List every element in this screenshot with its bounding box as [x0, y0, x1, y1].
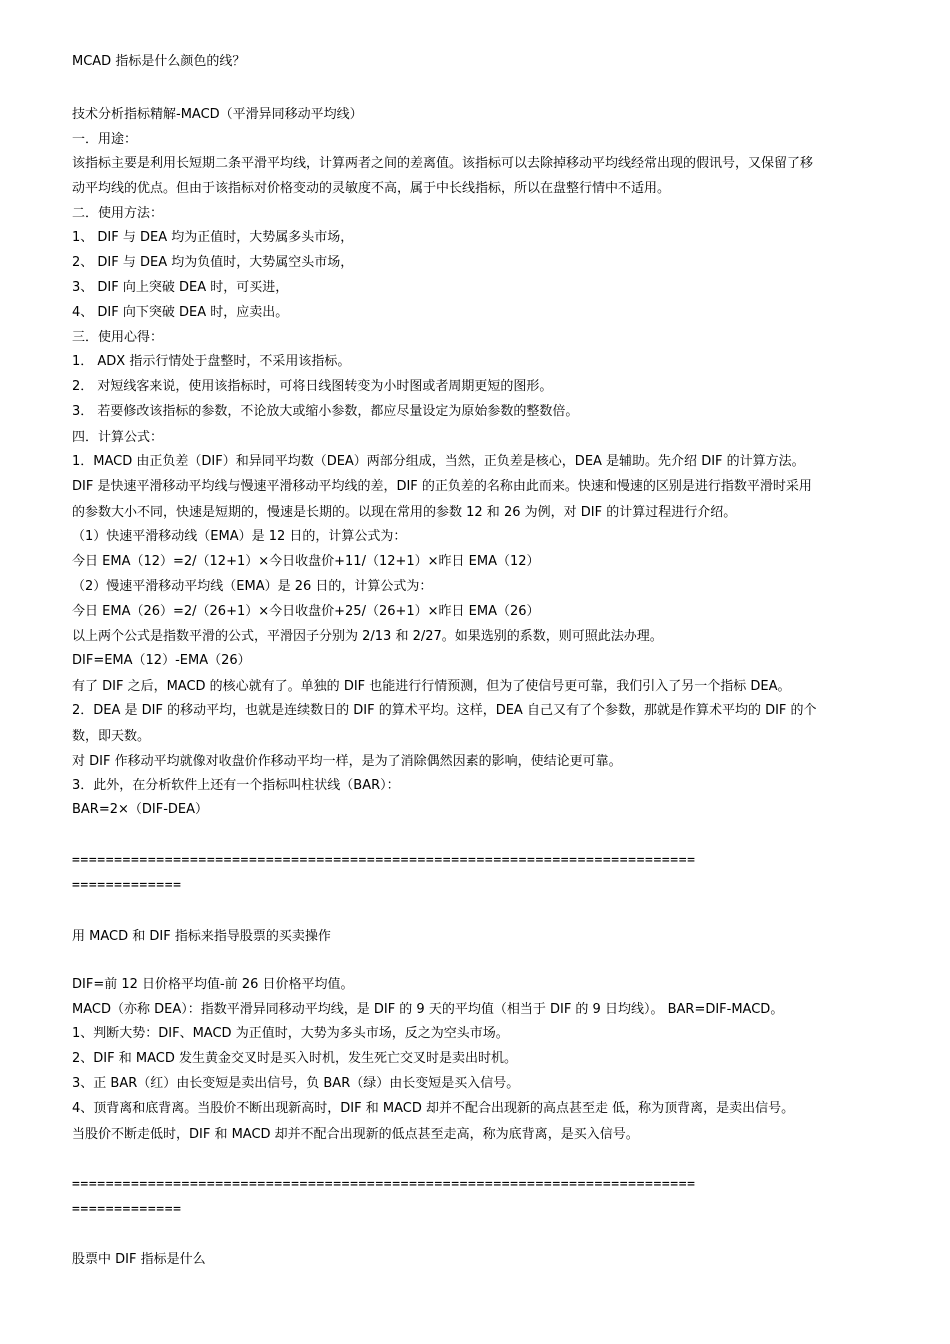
section2-item: 3、 DIF 向上突破 DEA 时，可买进， — [72, 280, 289, 295]
separator-line: ========================================================================== — [72, 853, 696, 868]
article2-title: 用 MACD 和 DIF 指标来指导股票的买卖操作 — [72, 929, 331, 944]
section4-line: （2）慢速平滑移动平均线（EMA）是 26 日的，计算公式为： — [72, 579, 433, 594]
article2-line: 1、判断大势：DIF、MACD 为正值时，大势为多头市场，反之为空头市场。 — [72, 1026, 509, 1041]
section1-title: 一．用途： — [72, 132, 138, 147]
section3-item: 3． 若要修改该指标的参数，不论放大或缩小参数，都应尽量设定为原始参数的整数倍。 — [72, 404, 579, 419]
section4-line: 的参数大小不同，快速是短期的，慢速是长期的。以现在常用的参数 12 和 26 为例，对 DIF 的计算过程进行介绍。 — [72, 505, 737, 520]
article2-line: 4、顶背离和底背离。当股价不断出现新高时，DIF 和 MACD 却并不配合出现新的高点甚至走 低，称为顶背离，是卖出信号。 — [72, 1101, 795, 1116]
section3-item: 1． ADX 指示行情处于盘整时，不采用该指标。 — [72, 354, 351, 369]
heading-question: MCAD 指标是什么颜色的线？ — [72, 54, 246, 69]
separator-line: ============= — [72, 1202, 182, 1217]
section4-line: 3．此外，在分析软件上还有一个指标叫柱状线（BAR）： — [72, 778, 400, 793]
article2-line: DIF=前 12 日价格平均值-前 26 日价格平均值。 — [72, 977, 354, 992]
section4-line: 数，即天数。 — [72, 729, 151, 744]
section3-title: 三．使用心得： — [72, 330, 164, 345]
section2-title: 二．使用方法： — [72, 206, 164, 221]
section1-paragraph-line1: 该指标主要是利用长短期二条平滑平均线，计算两者之间的差离值。该指标可以去除掉移动平均线经常出现的假讯号，又保留了移 — [72, 156, 814, 171]
section1-paragraph-line2: 动平均线的优点。但由于该指标对价格变动的灵敏度不高，属于中长线指标，所以在盘整行情中不适用。 — [72, 181, 671, 196]
article1-title: 技术分析指标精解-MACD（平滑异同移动平均线） — [72, 107, 363, 122]
section2-item: 4、 DIF 向下突破 DEA 时，应卖出。 — [72, 305, 289, 320]
section4-title: 四．计算公式： — [72, 430, 164, 445]
section4-line: 1．MACD 由正负差（DIF）和异同平均数（DEA）两部分组成，当然，正负差是核心，DEA 是辅助。先介绍 DIF 的计算方法。 — [72, 454, 805, 469]
section2-item: 1、 DIF 与 DEA 均为正值时，大势属多头市场， — [72, 230, 354, 245]
article2-line: 3、正 BAR（红）由长变短是卖出信号，负 BAR（绿）由长变短是买入信号。 — [72, 1076, 520, 1091]
section4-line: （1）快速平滑移动线（EMA）是 12 日的，计算公式为： — [72, 529, 407, 544]
formula-dif: DIF=EMA（12）-EMA（26） — [72, 653, 251, 668]
formula-bar: BAR=2×（DIF-DEA） — [72, 802, 209, 817]
article2-line: 2、DIF 和 MACD 发生黄金交叉时是买入时机，发生死亡交叉时是卖出时机。 — [72, 1051, 517, 1066]
section4-line: 对 DIF 作移动平均就像对收盘价作移动平均一样，是为了消除偶然因素的影响，使结论更可靠。 — [72, 754, 622, 769]
section3-item: 2． 对短线客来说，使用该指标时，可将日线图转变为小时图或者周期更短的图形。 — [72, 379, 553, 394]
article3-title: 股票中 DIF 指标是什么 — [72, 1252, 206, 1267]
separator-line: ========================================================================== — [72, 1177, 696, 1192]
section4-line: 2．DEA 是 DIF 的移动平均，也就是连续数日的 DIF 的算术平均。这样，DEA 自己又有了个参数，那就是作算术平均的 DIF 的个 — [72, 703, 817, 718]
separator-line: ============= — [72, 878, 182, 893]
section4-line: 有了 DIF 之后，MACD 的核心就有了。单独的 DIF 也能进行行情预测，但为了使信号更可靠，我们引入了另一个指标 DEA。 — [72, 679, 791, 694]
article2-line: MACD（亦称 DEA）：指数平滑异同移动平均线，是 DIF 的 9 天的平均值（相当于 DIF 的 9 日均线）。 BAR=DIF-MACD。 — [72, 1002, 784, 1017]
article2-line: 当股价不断走低时，DIF 和 MACD 却并不配合出现新的低点甚至走高，称为底背离，是买入信号。 — [72, 1127, 639, 1142]
formula-ema26: 今日 EMA（26）=2/（26+1）×今日收盘价+25/（26+1）×昨日 EMA（26） — [72, 604, 540, 619]
section4-line: 以上两个公式是指数平滑的公式，平滑因子分别为 2/13 和 2/27。如果选别的系数，则可照此法办理。 — [72, 629, 663, 644]
section2-item: 2、 DIF 与 DEA 均为负值时，大势属空头市场， — [72, 255, 354, 270]
formula-ema12: 今日 EMA（12）=2/（12+1）×今日收盘价+11/（12+1）×昨日 EMA（12） — [72, 554, 540, 569]
section4-line: DIF 是快速平滑移动平均线与慢速平滑移动平均线的差，DIF 的正负差的名称由此而来。快速和慢速的区别是进行指数平滑时采用 — [72, 479, 812, 494]
